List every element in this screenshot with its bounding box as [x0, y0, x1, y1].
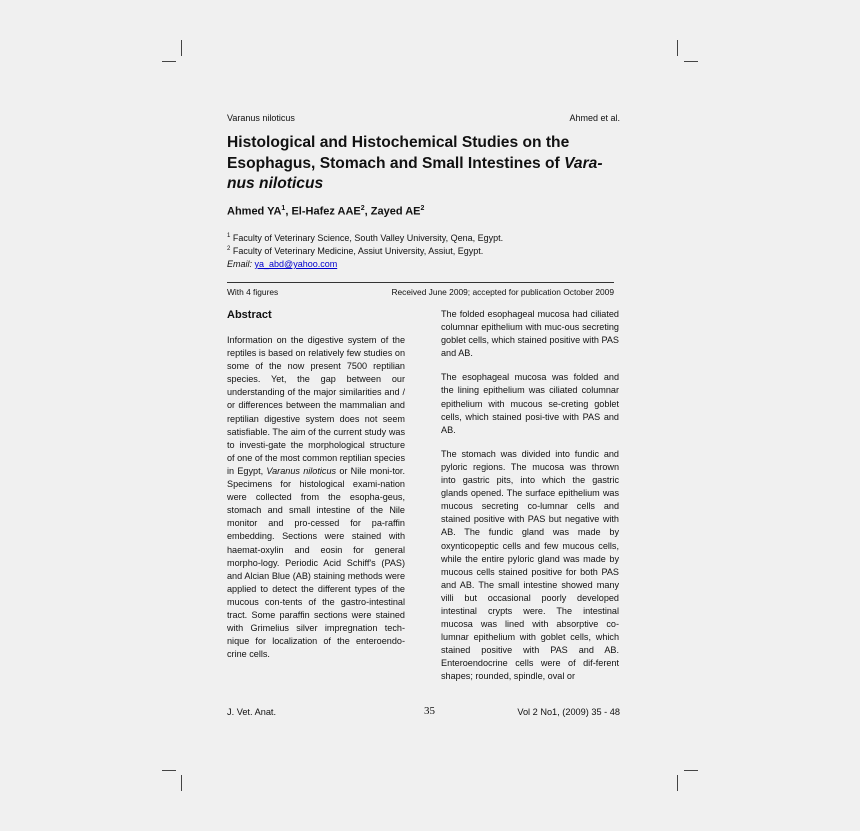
abstract-heading: Abstract — [227, 309, 272, 321]
crop-mark — [684, 770, 698, 771]
crop-mark — [181, 40, 182, 56]
divider — [227, 282, 614, 283]
crop-mark — [162, 61, 176, 62]
author: Zayed AE — [370, 205, 421, 218]
author: El-Hafez AAE — [291, 205, 361, 218]
crop-mark — [677, 40, 678, 56]
paragraph: The folded esophageal mucosa had ciliated columnar epithelium with muc-ous secreting goblet cells, which stained positive with PAS and AB. — [441, 309, 619, 359]
crop-mark — [162, 770, 176, 771]
crop-mark — [181, 775, 182, 791]
figure-count: With 4 figures — [227, 287, 279, 297]
page-number: 35 — [424, 705, 435, 717]
received-date: Received June 2009; accepted for publication October 2009 — [391, 287, 614, 297]
abstract-right-column — [441, 308, 619, 695]
paper-title: Histological and Histochemical Studies on the Esophagus, Stomach and Small Intestines of Vara-nus niloticus — [227, 134, 603, 192]
paper-page — [227, 0, 620, 831]
paragraph: The esophageal mucosa was folded and the lining epithelium was ciliated columnar epithelium with mucous se-creting goblet cells, which stained posi-tive with PAS and AB. — [441, 372, 619, 435]
affiliation: $^2$ Faculty of Veterinary Medicine, Assiut University, Assiut, Egypt. — [227, 246, 484, 256]
running-head-right: Ahmed et al. — [569, 113, 620, 123]
abstract-left-column: Information on the digestive system of the reptiles is based on relatively few studies on some of the now present 7500 reptilian species. Yet, the gap between our understanding of the major similarities and / or differences between the mammalian and reptilian digestive system does not seem satisfiable. The aim of the current study was to investi-gate the morphological structure of one of the most common reptilian species in Egypt, Varanus niloticus or Nile moni-tor. Specimens for histological exami-nation were collected from the esopha-geus, stomach and small intestine of the Nile monitor and pro-cessed for pa-raffin embedding. Sections were stained with haemat-oxylin and eosin for general morpho-logy. Periodic Acid Schiff's (PAS) and Alcian Blue (AB) staining methods were applied to detect the different types of the mucous con-tents of the gastro-intestinal tract. Some paraffin sections were stained with Grimelius silver impregnation tech-nique for localization of the enteroendo-crine cells. — [227, 335, 405, 660]
running-head-left: Varanus niloticus — [227, 113, 295, 123]
email-link[interactable]: ya_abd@yahoo.com — [254, 259, 338, 269]
affiliation: $^1$ Faculty of Veterinary Science, South Valley University, Qena, Egypt. — [227, 233, 504, 243]
crop-mark — [677, 775, 678, 791]
author: Ahmed YA — [227, 205, 282, 218]
author-list: Ahmed $YA^1$, El-Hafez AAE$^2$, Zayed $AE^2$ — [227, 205, 425, 218]
crop-mark — [684, 61, 698, 62]
footer-journal: J. Vet. Anat. — [227, 707, 277, 717]
email-line: Email: ya_abd@yahoo.com — [227, 259, 338, 269]
paragraph: The stomach was divided into fundic and pyloric regions. The mucosa was thrown into gastric pits, into which the gastric glands opened. The surface epithelium was mucous secreting co-lumnar cells and stained positive with PAS but negative with AB. The fundic gland was made by oxynticopeptic cells and few mucous cells, while the entire pyloric gland was made by mucous cells stained positive for both PAS and AB. The small intestine showed many villi but occasional poorly developed intestinal crypts were. The intestinal mucosa was lined with absorptive co-lumnar epithelium with goblet cells, which stained positive with PAS and AB. Enteroendocrine cells were of dif-ferent shapes; rounded, spindle, oval or — [441, 448, 619, 682]
footer-volume: Vol 2 No1, (2009) 35 - 48 — [517, 707, 620, 717]
